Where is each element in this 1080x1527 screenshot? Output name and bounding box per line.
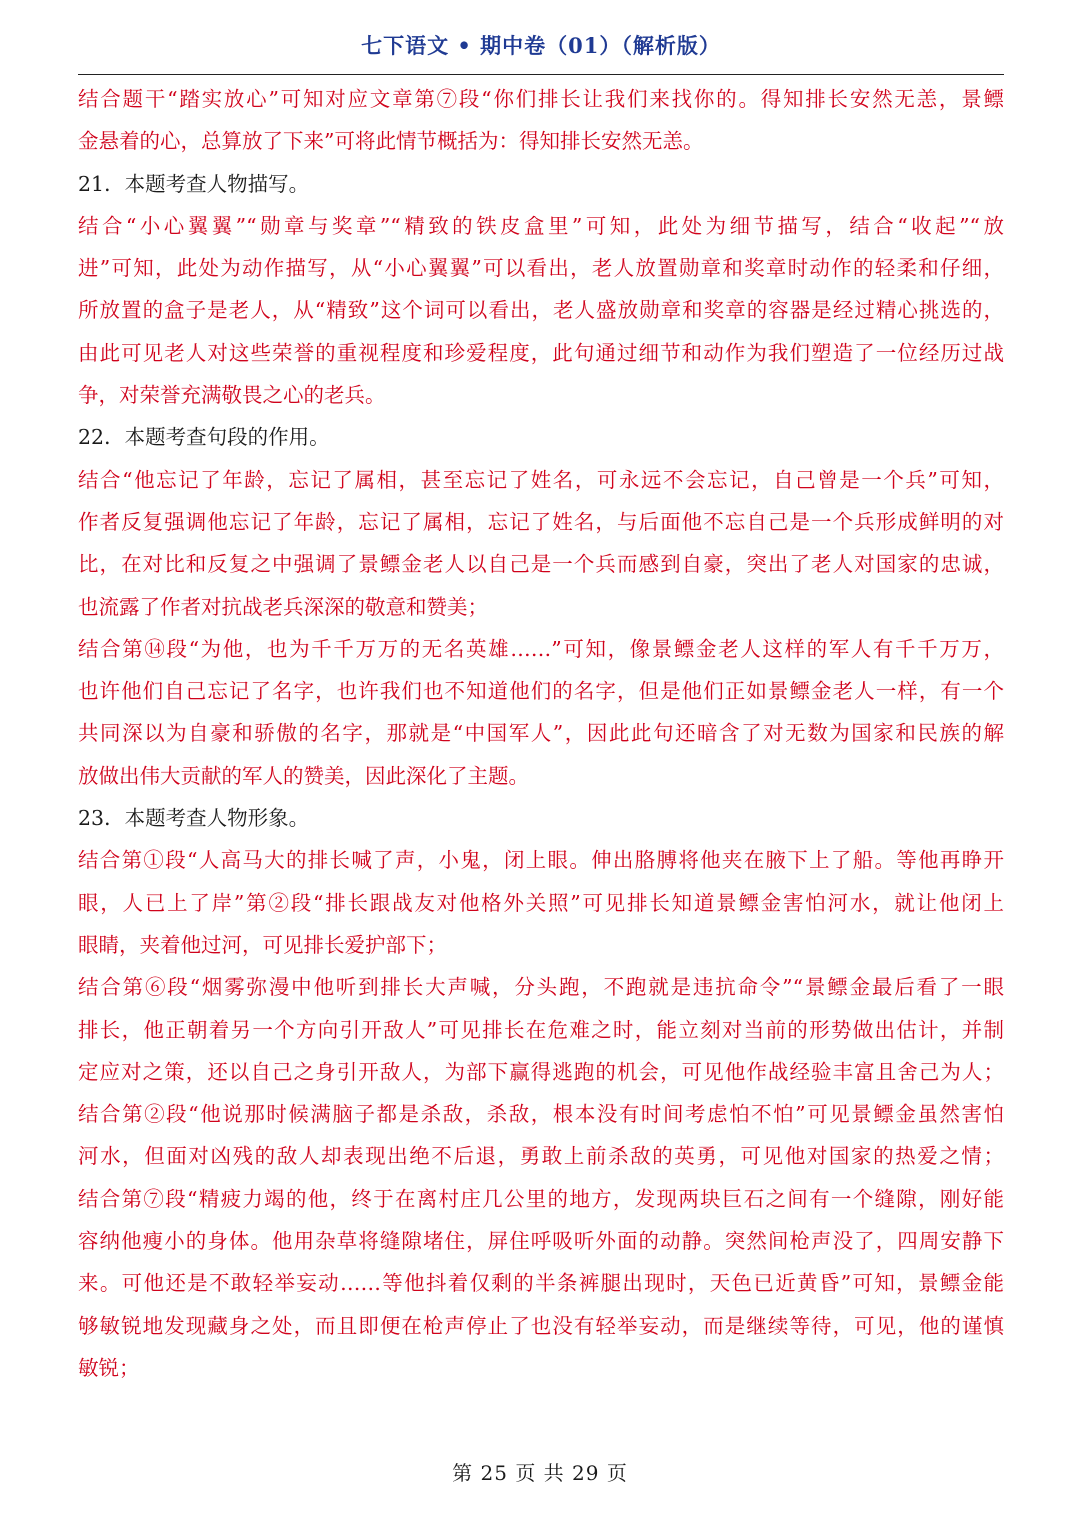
question-heading: 21．本题考查人物描写。 bbox=[78, 171, 310, 196]
answer-text-line: 定应对之策，还以自己之身引开敌人，为部下赢得逃跑的机会，可见他作战经验丰富且舍己为人； bbox=[78, 1059, 1004, 1084]
answer-text-line: 作者反复强调他忘记了年龄，忘记了属相，忘记了姓名，与后面他不忘自己是一个兵形成鲜明的对 bbox=[78, 509, 1004, 534]
answer-text-line: 也流露了作者对抗战老兵深深的敬意和赞美； bbox=[78, 594, 488, 619]
answer-text-line: 结合第⑦段“精疲力竭的他，终于在离村庄几公里的地方，发现两块巨石之间有一个缝隙，刚好能 bbox=[78, 1186, 1004, 1211]
question-heading: 22．本题考查句段的作用。 bbox=[78, 425, 330, 450]
question-heading: 23．本题考查人物形象。 bbox=[78, 806, 310, 831]
answer-text-line: 容纳他瘦小的身体。他用杂草将缝隙堵住，屏住呼吸听外面的动静。突然间枪声没了，四周安静下 bbox=[78, 1229, 1004, 1254]
answer-text-line: 所放置的盒子是老人，从“精致”这个词可以看出，老人盛放勋章和奖章的容器是经过精心挑选的， bbox=[78, 298, 1004, 323]
answer-text-line: 结合第⑥段“烟雾弥漫中他听到排长大声喊，分头跑，不跑就是违抗命令”“景鳔金最后看了一眼 bbox=[78, 975, 1004, 1000]
answer-text-line: 共同深以为自豪和骄傲的名字，那就是“中国军人”，因此此句还暗含了对无数为国家和民族的解 bbox=[78, 721, 1004, 746]
answer-analysis-body bbox=[78, 78, 1004, 1389]
answer-text-line: 结合第②段“他说那时候满脑子都是杀敌，杀敌，根本没有时间考虑怕不怕”可见景鳔金虽然害怕 bbox=[78, 1102, 1004, 1127]
answer-text-line: 来。可他还是不敢轻举妄动……等他抖着仅剩的半条裤腿出现时，天色已近黄昏”可知，景鳔金能 bbox=[78, 1271, 1004, 1296]
answer-text-line: 敏锐； bbox=[78, 1355, 140, 1380]
answer-text-line: 眼，人已上了岸”第②段“排长跟战友对他格外关照”可见排长知道景鳔金害怕河水，就让他闭上 bbox=[78, 890, 1004, 915]
page-number: 第 25 页 共 29 页 bbox=[452, 1461, 628, 1485]
answer-text-line: 结合“他忘记了年龄，忘记了属相，甚至忘记了姓名，可永远不会忘记，自己曾是一个兵”可知， bbox=[78, 467, 1004, 492]
answer-text-line: 结合第①段“人高马大的排长喊了声，小鬼，闭上眼。伸出胳膊将他夹在腋下上了船。等他再睁开 bbox=[78, 848, 1004, 873]
answer-text-line: 进”可知，此处为动作描写，从“小心翼翼”可以看出，老人放置勋章和奖章时动作的轻柔和仔细， bbox=[78, 256, 1004, 281]
answer-text-line: 结合“小心翼翼”“勋章与奖章”“精致的铁皮盒里”可知，此处为细节描写，结合“收起”“放 bbox=[78, 213, 1004, 238]
answer-text-line: 比，在对比和反复之中强调了景鳔金老人以自己是一个兵而感到自豪，突出了老人对国家的忠诚， bbox=[78, 552, 1004, 577]
answer-text-line: 河水，但面对凶残的敌人却表现出绝不后退，勇敢上前杀敌的英勇，可见他对国家的热爱之情； bbox=[78, 1144, 1004, 1169]
answer-text-line: 排长，他正朝着另一个方向引开敌人”可见排长在危难之时，能立刻对当前的形势做出估计，并制 bbox=[78, 1017, 1004, 1042]
answer-text-line: 够敏锐地发现藏身之处，而且即便在枪声停止了也没有轻举妄动，而是继续等待，可见，他的谨慎 bbox=[78, 1313, 1004, 1338]
answer-text-line: 金悬着的心，总算放了下来”可将此情节概括为：得知排长安然无恙。 bbox=[78, 129, 704, 154]
answer-text-line: 由此可见老人对这些荣誉的重视程度和珍爱程度，此句通过细节和动作为我们塑造了一位经历过战 bbox=[78, 340, 1004, 365]
answer-text-line: 结合题干“踏实放心”可知对应文章第⑦段“你们排长让我们来找你的。得知排长安然无恙，景鳔 bbox=[78, 87, 1004, 111]
document-title: 七下语文 • 期中卷（01）（解析版） bbox=[361, 33, 721, 58]
page-header bbox=[78, 30, 1004, 75]
answer-text-line: 眼睛，夹着他过河，可见排长爱护部下； bbox=[78, 932, 447, 957]
answer-text-line: 放做出伟大贡献的军人的赞美，因此深化了主题。 bbox=[78, 763, 529, 788]
answer-text-line: 争，对荣誉充满敬畏之心的老兵。 bbox=[78, 383, 386, 408]
answer-text-line: 结合第⑭段“为他，也为千千万万的无名英雄……”可知，像景鳔金老人这样的军人有千千万万， bbox=[78, 636, 1004, 661]
answer-text-line: 也许他们自己忘记了名字，也许我们也不知道他们的名字，但是他们正如景鳔金老人一样，有一个 bbox=[78, 679, 1004, 704]
